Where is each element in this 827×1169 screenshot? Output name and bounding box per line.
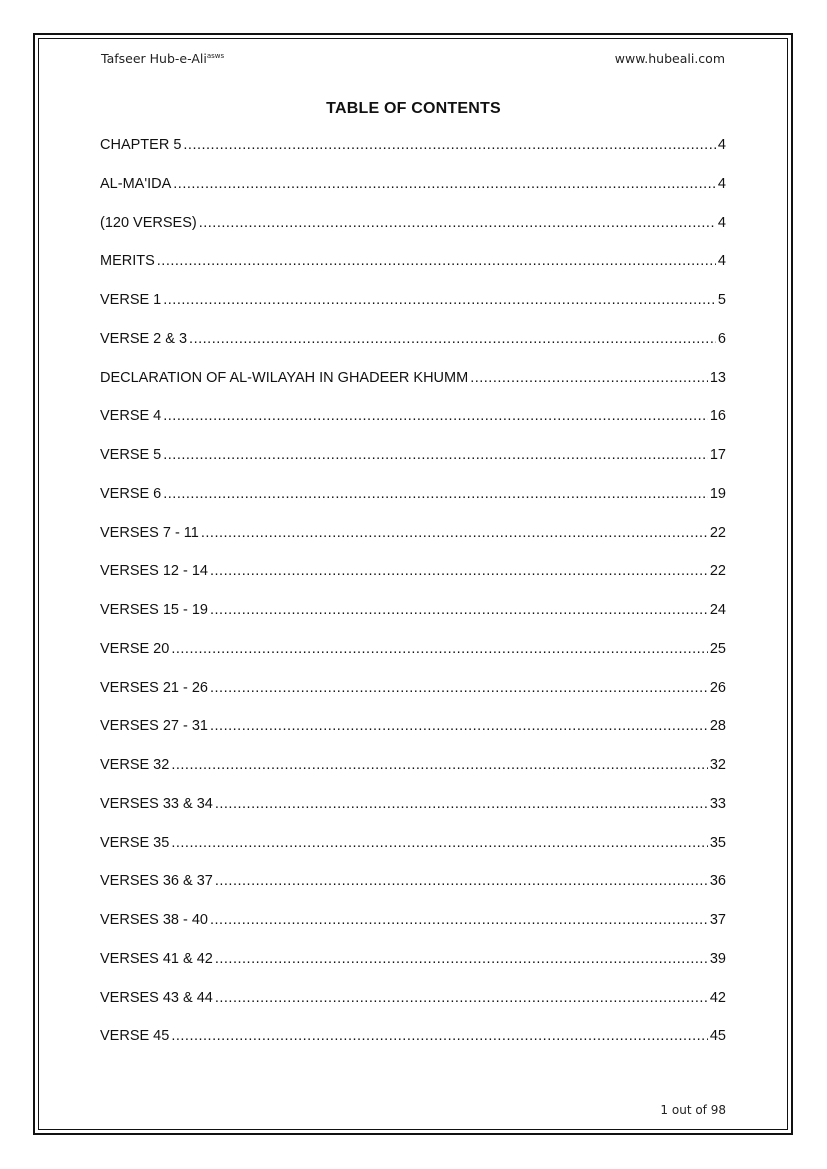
- header-website-link[interactable]: www.hubeali.com: [614, 51, 725, 66]
- toc-dot-leader: [157, 253, 716, 269]
- toc-entry[interactable]: [100, 215, 726, 254]
- toc-entry[interactable]: [100, 873, 726, 912]
- toc-entry-page-number: 22: [709, 524, 726, 541]
- toc-entry-label: VERSES 38 - 40: [100, 912, 208, 928]
- page-number-footer: 1 out of 98: [660, 1103, 726, 1117]
- toc-entry[interactable]: [100, 680, 726, 719]
- toc-entry[interactable]: [100, 176, 726, 215]
- toc-entry[interactable]: [100, 331, 726, 370]
- toc-entry-label: VERSE 6: [100, 485, 162, 502]
- toc-entry-page-number: 17: [709, 447, 726, 463]
- toc-entry-label: VERSE 20: [100, 640, 170, 657]
- toc-entry-page-number: 32: [709, 757, 726, 773]
- toc-entry-label: (120 VERSES): [100, 214, 197, 231]
- toc-entry-label: VERSES 15 - 19: [100, 602, 208, 618]
- toc-entry-page-number: 5: [717, 292, 726, 308]
- toc-dot-leader: [189, 331, 716, 347]
- toc-entry-label: VERSE 32: [100, 757, 170, 773]
- toc-entry[interactable]: [100, 563, 726, 602]
- toc-entry-page-number: 35: [709, 834, 726, 851]
- toc-entry[interactable]: [100, 990, 726, 1029]
- toc-entry[interactable]: [100, 292, 726, 331]
- toc-entry[interactable]: [100, 486, 726, 525]
- toc-entry[interactable]: [100, 718, 726, 757]
- toc-entry-page-number: 4: [717, 214, 726, 231]
- toc-entry-page-number: 13: [709, 369, 726, 386]
- header-book-title: [101, 51, 224, 66]
- toc-dot-leader: [215, 951, 708, 967]
- toc-entry[interactable]: [100, 835, 726, 874]
- toc-entry-page-number: 4: [717, 253, 726, 270]
- toc-dot-leader: [470, 370, 708, 386]
- toc-dot-leader: [171, 641, 708, 657]
- toc-entry[interactable]: [100, 757, 726, 796]
- toc-entry-page-number: 36: [709, 873, 726, 890]
- toc-entry[interactable]: [100, 525, 726, 564]
- toc-entry-label: VERSES 7 - 11: [100, 524, 199, 541]
- toc-entry-page-number: 42: [709, 989, 726, 1006]
- toc-entry-label: AL-MA'IDA: [100, 175, 172, 192]
- toc-entry-page-number: 4: [717, 137, 726, 153]
- toc-dot-leader: [171, 835, 708, 851]
- toc-entry-label: VERSES 41 & 42: [100, 950, 213, 967]
- toc-entry-page-number: 26: [709, 679, 726, 696]
- toc-entry[interactable]: [100, 641, 726, 680]
- toc-entry-label: VERSES 33 & 34: [100, 795, 213, 812]
- toc-dot-leader: [215, 796, 708, 812]
- toc-dot-leader: [210, 563, 708, 579]
- toc-entry-page-number: 33: [709, 795, 726, 812]
- toc-dot-leader: [163, 408, 708, 424]
- toc-entry[interactable]: [100, 408, 726, 447]
- toc-entry-label: VERSES 12 - 14: [100, 563, 208, 580]
- toc-entry-page-number: 45: [709, 1028, 726, 1045]
- toc-entry-label: VERSE 1: [100, 292, 162, 308]
- toc-entry-page-number: 37: [709, 912, 726, 928]
- toc-entry-label: VERSE 35: [100, 834, 170, 851]
- page-header: [101, 51, 725, 66]
- toc-entry-label: VERSE 45: [100, 1028, 170, 1045]
- toc-entry-page-number: 25: [709, 640, 726, 657]
- toc-dot-leader: [215, 990, 708, 1006]
- toc-entry-label: MERITS: [100, 253, 155, 270]
- toc-entry[interactable]: [100, 1028, 726, 1067]
- toc-entry-label: VERSE 5: [100, 447, 162, 463]
- header-book-title-superscript: asws: [206, 51, 225, 60]
- toc-entry-page-number: 24: [709, 602, 726, 618]
- toc-entry[interactable]: [100, 253, 726, 292]
- toc-dot-leader: [163, 486, 708, 502]
- toc-dot-leader: [210, 912, 708, 928]
- toc-dot-leader: [183, 137, 716, 153]
- toc-entry-page-number: 28: [709, 718, 726, 735]
- toc-entry-page-number: 6: [717, 330, 726, 347]
- toc-entry-page-number: 19: [709, 485, 726, 502]
- header-book-title-text: Tafseer Hub-e-Ali: [101, 51, 207, 66]
- toc-dot-leader: [171, 757, 708, 773]
- toc-dot-leader: [210, 718, 708, 734]
- toc-entry-page-number: 22: [709, 563, 726, 580]
- toc-dot-leader: [199, 215, 716, 231]
- toc-entry[interactable]: [100, 447, 726, 486]
- toc-entry-label: VERSES 21 - 26: [100, 679, 208, 696]
- toc-entry[interactable]: [100, 912, 726, 951]
- toc-dot-leader: [171, 1028, 708, 1044]
- toc-entry-label: VERSE 4: [100, 408, 162, 425]
- toc-entry[interactable]: [100, 370, 726, 409]
- toc-entry-label: VERSES 43 & 44: [100, 989, 213, 1006]
- toc-entry-label: VERSE 2 & 3: [100, 330, 188, 347]
- toc-dot-leader: [210, 602, 708, 618]
- toc-entry[interactable]: [100, 796, 726, 835]
- toc-dot-leader: [210, 680, 708, 696]
- toc-dot-leader: [215, 873, 708, 889]
- toc-entry-label: DECLARATION OF AL-WILAYAH IN GHADEER KHUMM: [100, 369, 469, 386]
- toc-entry[interactable]: [100, 951, 726, 990]
- toc-dot-leader: [163, 292, 716, 308]
- table-of-contents: [100, 137, 726, 1067]
- toc-entry-page-number: 4: [717, 175, 726, 192]
- toc-entry-label: VERSES 27 - 31: [100, 718, 208, 735]
- toc-dot-leader: [163, 447, 708, 463]
- page-title: TABLE OF CONTENTS: [326, 100, 501, 117]
- toc-entry-label: VERSES 36 & 37: [100, 873, 213, 890]
- toc-entry-page-number: 16: [709, 408, 726, 425]
- toc-dot-leader: [201, 525, 708, 541]
- toc-entry[interactable]: [100, 602, 726, 641]
- toc-entry-page-number: 39: [709, 950, 726, 967]
- toc-dot-leader: [173, 176, 716, 192]
- toc-entry[interactable]: [100, 137, 726, 176]
- toc-entry-label: CHAPTER 5: [100, 137, 182, 153]
